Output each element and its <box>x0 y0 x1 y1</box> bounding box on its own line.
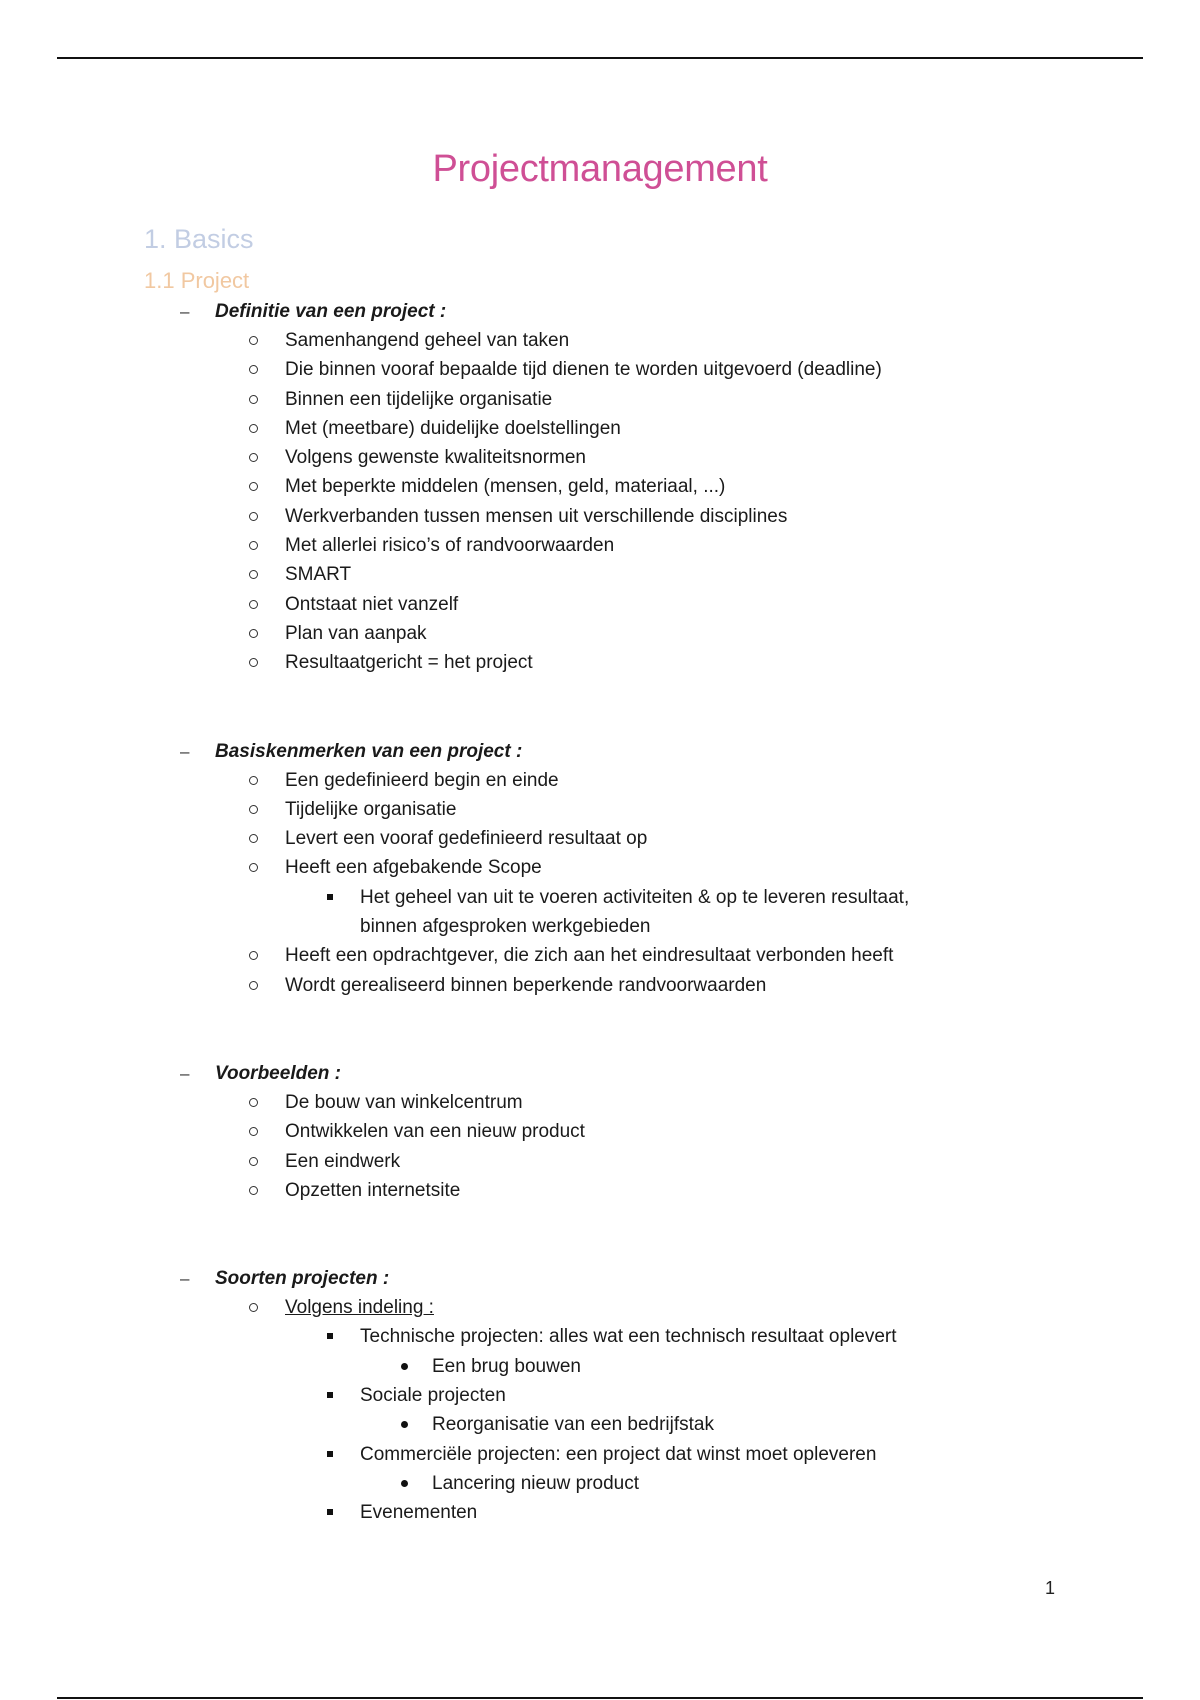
list-item-text: Met allerlei risico’s of randvoorwaarden <box>285 535 615 557</box>
circle-bullet-icon <box>249 805 258 814</box>
square-bullet-icon <box>327 1451 333 1457</box>
definitie-list <box>0 326 1200 678</box>
list-item-text: Die binnen vooraf bepaalde tijd dienen te worden uitgevoerd (deadline) <box>285 359 882 381</box>
dot-bullet-icon <box>401 1480 408 1487</box>
list-item <box>0 385 1200 414</box>
list-item <box>0 326 1200 355</box>
dot-bullet-icon <box>401 1421 408 1428</box>
circle-bullet-icon <box>249 776 258 785</box>
section-soorten <box>0 1264 1200 1527</box>
list-item <box>0 648 1200 677</box>
project-type-label: Sociale projecten <box>360 1385 506 1407</box>
sublist-item-text: Het geheel van uit te voeren activiteiten & op te leveren resultaat, binnen afgesproken werkgebieden <box>360 886 910 938</box>
heading-project: 1.1 Project <box>144 268 250 293</box>
dash-bullet: – <box>180 1063 190 1083</box>
circle-bullet-icon <box>249 482 258 491</box>
spacer <box>0 1205 1200 1264</box>
project-type-label: Technische projecten: alles wat een technisch resultaat oplevert <box>360 1326 897 1348</box>
sublist-item <box>0 883 1080 942</box>
list-item-text: Levert een vooraf gedefinieerd resultaat op <box>285 828 648 850</box>
circle-bullet-icon <box>249 395 258 404</box>
square-bullet-icon <box>327 1509 333 1515</box>
list-item <box>0 560 1200 589</box>
soorten-list <box>0 1293 1200 1527</box>
circle-bullet-icon <box>249 951 258 960</box>
example-item <box>0 1410 960 1439</box>
project-type-label: Evenementen <box>360 1502 478 1524</box>
list-item <box>0 795 1200 824</box>
circle-bullet-icon <box>249 863 258 872</box>
section-heading <box>0 297 1200 326</box>
list-item <box>0 590 1200 619</box>
list-item <box>0 824 1200 853</box>
list-item <box>0 472 1200 501</box>
circle-bullet-icon <box>249 1098 258 1107</box>
circle-bullet-icon <box>249 1186 258 1195</box>
footer-rule <box>57 1697 1143 1699</box>
circle-bullet-icon <box>249 365 258 374</box>
section-voorbeelden <box>0 1059 1200 1205</box>
circle-bullet-icon <box>249 424 258 433</box>
list-item-text: Tijdelijke organisatie <box>285 798 457 820</box>
list-item-text: De bouw van winkelcentrum <box>285 1091 523 1113</box>
project-type-label: Commerciële projecten: een project dat winst moet opleveren <box>360 1443 877 1465</box>
dash-bullet: – <box>180 302 190 321</box>
example-text: Reorganisatie van een bedrijfstak <box>432 1414 715 1436</box>
list-item <box>0 531 1200 560</box>
example-list <box>0 1410 960 1439</box>
circle-bullet-icon <box>249 658 258 667</box>
example-list <box>0 1352 960 1381</box>
list-item-text: Binnen een tijdelijke organisatie <box>285 388 553 410</box>
list-item-text: Een gedefinieerd begin en einde <box>285 769 559 791</box>
list-item-text: Samenhangend geheel van taken <box>285 330 570 351</box>
list-item-text: Heeft een afgebakende Scope <box>285 857 542 879</box>
circle-bullet-icon <box>249 1127 258 1136</box>
document-body <box>0 297 1200 1528</box>
circle-bullet-icon <box>249 453 258 462</box>
section-heading <box>0 1059 1200 1088</box>
list-item <box>0 443 1200 472</box>
project-types-list <box>0 1322 1080 1527</box>
spacer <box>0 678 1200 737</box>
list-item-text: SMART <box>285 564 352 586</box>
section-definitie <box>0 297 1200 678</box>
list-item <box>0 355 1200 384</box>
section-basiskenmerken <box>0 737 1200 1000</box>
list-item-text: Heeft een opdrachtgever, die zich aan het eindresultaat verbonden heeft <box>285 945 894 967</box>
example-list <box>0 1469 960 1498</box>
section-title: Basiskenmerken van een project : <box>215 740 523 762</box>
list-item <box>0 1117 1200 1146</box>
square-bullet-icon <box>327 1392 333 1398</box>
document-title: Projectmanagement <box>432 148 768 190</box>
list-item <box>0 1293 1200 1527</box>
list-item <box>0 1176 1200 1205</box>
basiskenmerken-list <box>0 766 1200 1000</box>
list-item-text: Werkverbanden tussen mensen uit verschillende disciplines <box>285 505 788 527</box>
list-item-text: Wordt gerealiseerd binnen beperkende randvoorwaarden <box>285 974 767 996</box>
dash-bullet: – <box>180 741 190 761</box>
list-item <box>0 853 1200 941</box>
list-item-text: Opzetten internetsite <box>285 1179 461 1201</box>
project-type-item <box>0 1498 1080 1527</box>
section-title: Voorbeelden : <box>215 1062 341 1084</box>
circle-bullet-icon <box>249 512 258 521</box>
example-item <box>0 1469 960 1498</box>
section-title: Definitie van een project : <box>215 301 447 322</box>
spacer <box>0 1000 1200 1059</box>
scope-sublist <box>0 883 1080 942</box>
circle-bullet-icon <box>249 570 258 579</box>
list-item-text: Ontwikkelen van een nieuw product <box>285 1121 585 1143</box>
circle-bullet-icon <box>249 629 258 638</box>
list-item <box>0 766 1200 795</box>
list-item <box>0 1147 1200 1176</box>
project-type-item <box>0 1440 1080 1499</box>
list-item <box>0 619 1200 648</box>
project-type-item <box>0 1381 1080 1440</box>
list-item-text: Resultaatgericht = het project <box>285 652 533 674</box>
section-heading <box>0 737 1200 766</box>
list-item <box>0 1088 1200 1117</box>
header-rule <box>57 57 1143 59</box>
circle-bullet-icon <box>249 1303 258 1312</box>
list-item <box>0 502 1200 531</box>
project-type-item <box>0 1322 1080 1381</box>
dash-bullet: – <box>180 1269 190 1289</box>
list-item <box>0 414 1200 443</box>
circle-bullet-icon <box>249 1157 258 1166</box>
circle-bullet-icon <box>249 981 258 990</box>
list-item-text: Ontstaat niet vanzelf <box>285 593 459 615</box>
heading-basics: 1. Basics <box>144 224 254 254</box>
section-heading <box>0 1264 1200 1293</box>
example-text: Een brug bouwen <box>432 1355 581 1377</box>
list-item-text: Plan van aanpak <box>285 622 427 644</box>
page-number: 1 <box>1045 1578 1056 1598</box>
circle-bullet-icon <box>249 336 258 345</box>
square-bullet-icon <box>327 894 333 900</box>
list-item-text: Met beperkte middelen (mensen, geld, materiaal, ...) <box>285 476 726 498</box>
list-item <box>0 941 1200 970</box>
list-item <box>0 971 1200 1000</box>
group-label: Volgens indeling : <box>285 1297 434 1319</box>
dot-bullet-icon <box>401 1363 408 1370</box>
square-bullet-icon <box>327 1333 333 1339</box>
section-title: Soorten projecten : <box>215 1268 390 1290</box>
circle-bullet-icon <box>249 541 258 550</box>
voorbeelden-list <box>0 1088 1200 1205</box>
circle-bullet-icon <box>249 600 258 609</box>
example-item <box>0 1352 960 1381</box>
circle-bullet-icon <box>249 834 258 843</box>
list-item-text: Met (meetbare) duidelijke doelstellingen <box>285 417 621 439</box>
list-item-text: Volgens gewenste kwaliteitsnormen <box>285 447 587 469</box>
list-item-text: Een eindwerk <box>285 1150 401 1172</box>
example-text: Lancering nieuw product <box>432 1472 640 1494</box>
